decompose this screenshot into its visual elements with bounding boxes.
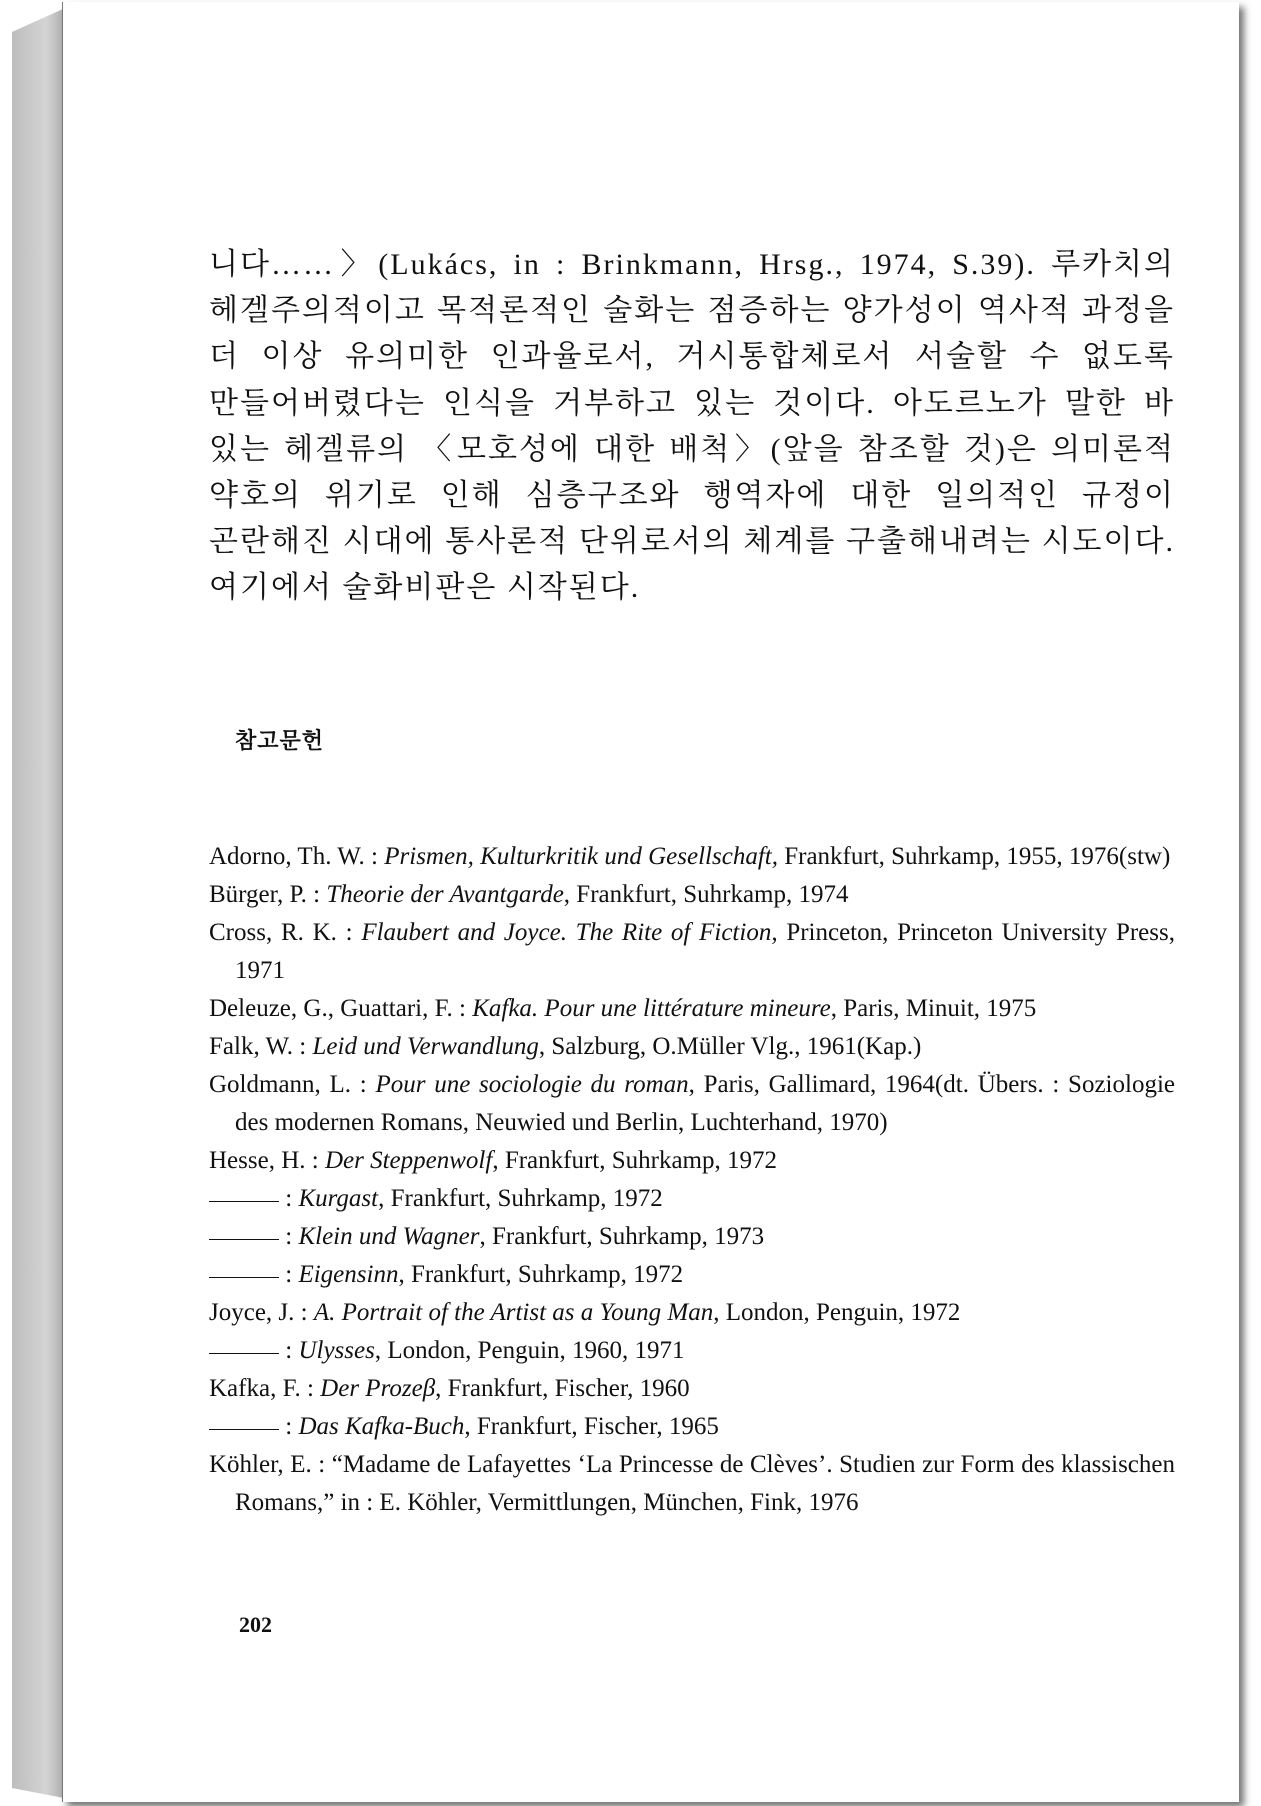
ditto-dash [209, 1199, 279, 1202]
reference-title: Theorie der Avantgarde [326, 881, 564, 908]
reference-entry [209, 990, 1175, 1028]
reference-entry [209, 1370, 1175, 1408]
reference-list [209, 838, 1175, 1522]
reference-title: Flaubert and Joyce. The Rite of Fiction, [361, 919, 778, 946]
reference-author: Köhler, E. : [209, 1451, 332, 1478]
reference-title: Der Steppenwolf [324, 1147, 493, 1174]
reference-title: Leid und Verwandlung [312, 1033, 539, 1060]
reference-details: , Frankfurt, Suhrkamp, 1974 [563, 881, 849, 908]
reference-entry [209, 1142, 1175, 1180]
reference-details: Princeton, Princeton University Press, 1971 [235, 919, 1175, 984]
reference-entry [209, 1218, 1175, 1256]
reference-author: Kafka, F. : [209, 1375, 321, 1402]
reference-entry [209, 876, 1175, 914]
reference-title: A. Portrait of the Artist as a Young Man [313, 1299, 714, 1326]
reference-entry [209, 1066, 1175, 1142]
reference-author: Hesse, H. : [209, 1147, 325, 1174]
reference-details: Frankfurt, Suhrkamp, 1955, 1976(stw) [777, 843, 1171, 870]
reference-title: Kafka. Pour une littérature mineure [472, 995, 831, 1022]
reference-author: Joyce, J. : [209, 1299, 314, 1326]
reference-entry [209, 1256, 1175, 1294]
reference-entry [209, 1294, 1175, 1332]
reference-title: Klein und Wagner [298, 1223, 480, 1250]
reference-details: , Frankfurt, Suhrkamp, 1973 [479, 1223, 765, 1250]
book-page [62, 2, 1239, 1802]
reference-author: : [279, 1261, 299, 1288]
reference-author: : [279, 1185, 299, 1212]
references-heading: 참고문헌 [235, 729, 325, 754]
reference-entry [209, 1446, 1175, 1522]
reference-author: Bürger, P. : [209, 881, 327, 908]
reference-title: Eigensinn [298, 1261, 399, 1288]
reference-author: : [279, 1413, 299, 1440]
reference-entry [209, 1332, 1175, 1370]
reference-details: , Paris, Gallimard, 1964(dt. Übers. : Soziologie des modernen Romans, Neuwied und Berlin, Luchterhand, 1970) [235, 1071, 1175, 1136]
reference-title: Prismen, Kulturkritik und Gesellschaft, [384, 843, 778, 870]
reference-entry [209, 1180, 1175, 1218]
ditto-dash [209, 1427, 279, 1430]
ditto-dash [209, 1351, 279, 1354]
reference-details: “Madame de Lafayettes ‘La Princesse de Clèves’. Studien zur Form des klassischen Romans,” in : E. Köhler, Vermittlungen, München, Fink, 1976 [235, 1451, 1175, 1516]
ditto-dash [209, 1237, 279, 1240]
ditto-dash [209, 1275, 279, 1278]
reference-title: Ulysses [298, 1337, 375, 1364]
reference-title: Der Prozeβ [320, 1375, 436, 1402]
reference-title: Kurgast [298, 1185, 379, 1212]
reference-details: , London, Penguin, 1972 [713, 1299, 961, 1326]
body-text-block [209, 242, 1175, 612]
page-number: 202 [239, 1612, 272, 1637]
body-paragraph: 니다……〉(Lukács, in : Brinkmann, Hrsg., 1974, S.39). 루카치의 헤겔주의적이고 목적론적인 술화는 점증하는 양가성이 역사적 과정을 더 이상 유의미한 인과율로서, 거시통합체로서 서술할 수 없도록 만들어버렸다는 인식을 거부하고 있는 것이다. 아도르노가 말한 바 있는 헤겔류의 〈모호성에 대한 배척〉(앞을 참조할 것)은 의미론적 약호의 위기로 인해 심층구조와 행역자에 대한 일의적인 규정이 곤란해진 시대에 통사론적 단위로서의 체계를 구출해내려는 시도이다. 여기에서 술화비판은 시작된다. [209, 248, 1175, 605]
reference-entry [209, 1408, 1175, 1446]
reference-entry [209, 1028, 1175, 1066]
reference-entry [209, 838, 1175, 876]
reference-title: Das Kafka-Buch [298, 1413, 465, 1440]
reference-details: , Frankfurt, Suhrkamp, 1972 [492, 1147, 778, 1174]
reference-author: : [279, 1337, 299, 1364]
reference-details: , Frankfurt, Fischer, 1960 [435, 1375, 690, 1402]
reference-details: , London, Penguin, 1960, 1971 [374, 1337, 685, 1364]
reference-details: , Salzburg, O.Müller Vlg., 1961(Kap.) [538, 1033, 922, 1060]
reference-author: Deleuze, G., Guattari, F. : [209, 995, 473, 1022]
reference-details: , Frankfurt, Suhrkamp, 1972 [378, 1185, 663, 1212]
reference-author: Cross, R. K. : [209, 919, 362, 946]
reference-author: : [279, 1223, 299, 1250]
reference-entry [209, 914, 1175, 990]
reference-details: , Frankfurt, Suhrkamp, 1972 [398, 1261, 684, 1288]
reference-title: Pour une sociologie du roman [375, 1071, 689, 1098]
reference-author: Adorno, Th. W. : [209, 843, 385, 870]
reference-author: Goldmann, L. : [209, 1071, 376, 1098]
reference-details: , Paris, Minuit, 1975 [830, 995, 1037, 1022]
reference-details: , Frankfurt, Fischer, 1965 [464, 1413, 719, 1440]
reference-author: Falk, W. : [209, 1033, 313, 1060]
